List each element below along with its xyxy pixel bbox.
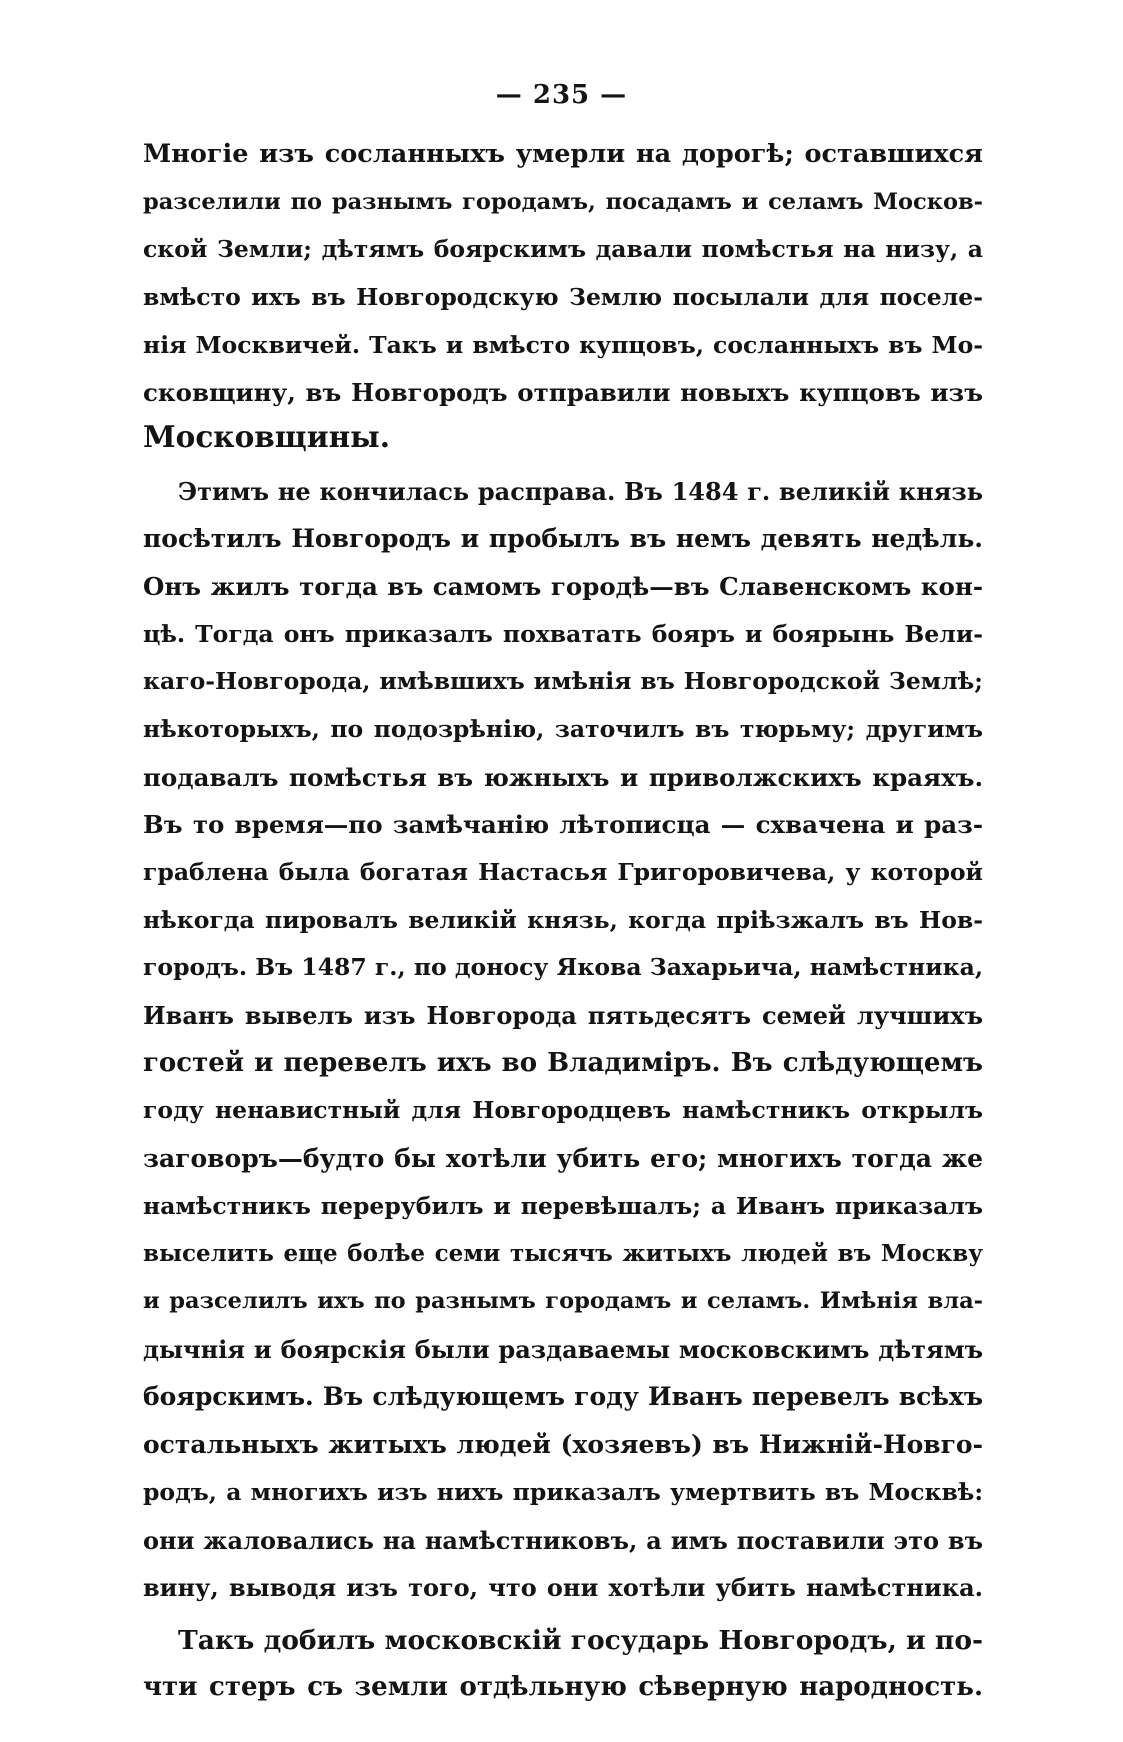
- text-line-3: ской Земли; дѣтямъ боярскимъ давали помѣстья на низу, а: [143, 235, 983, 264]
- text-line-2: разселили по разнымъ городамъ, посадамъ и селамъ Москов-: [143, 188, 983, 215]
- text-line-7: Московщины.: [143, 419, 391, 455]
- text-line-6: сковщину, въ Новгородъ отправили новыхъ купцовъ изъ: [143, 378, 983, 408]
- text-line-11: цѣ. Тогда онъ приказалъ похватать бояръ и боярынь Вели-: [143, 619, 983, 648]
- text-line-30: они жаловались на намѣстниковъ, а имъ поставили это въ: [143, 1525, 983, 1555]
- text-line-1: Многіе изъ сосланныхъ умерли на дорогѣ; оставшихся: [143, 139, 983, 169]
- text-line-15: Въ то время—по замѣчанію лѣтописца — схвачена и раз-: [143, 810, 983, 840]
- text-line-12: каго-Новгорода, имѣвшихъ имѣнія въ Новгородской Землѣ;: [143, 667, 983, 696]
- text-line-23: намѣстникъ перерубилъ и перевѣшалъ; а Иванъ приказалъ: [143, 1191, 983, 1220]
- text-line-4: вмѣсто ихъ въ Новгородскую Землю посылали для поселе-: [143, 283, 983, 312]
- text-line-26: дычнія и боярскія были раздаваемы московскимъ дѣтямъ: [143, 1334, 983, 1364]
- text-line-19: Иванъ вывелъ изъ Новгорода пятьдесятъ семей лучшихъ: [143, 1001, 983, 1031]
- text-line-33: чти стеръ съ земли отдѣльную сѣверную народность.: [143, 1672, 983, 1703]
- text-line-13: нѣкоторыхъ, по подозрѣнію, заточилъ въ тюрьму; другимъ: [143, 714, 983, 743]
- page-number: — 235 —: [495, 80, 628, 110]
- text-line-22: заговоръ—будто бы хотѣли убить его; многихъ тогда же: [143, 1144, 983, 1174]
- text-line-16: граблена была богатая Настасья Григоровичева, у которой: [143, 858, 983, 887]
- text-line-24: выселить еще болѣе семи тысячъ житыхъ людей въ Москву: [143, 1240, 983, 1268]
- text-line-25: и разселилъ ихъ по разнымъ городамъ и селамъ. Имѣнія вла-: [143, 1288, 983, 1315]
- text-line-9: посѣтилъ Новгородъ и пробылъ въ немъ девять недѣль.: [143, 524, 983, 554]
- text-line-21: году ненавистный для Новгородцевъ намѣстникъ открылъ: [143, 1096, 983, 1125]
- text-line-14: подавалъ помѣстья въ южныхъ и приволжскихъ краяхъ.: [143, 762, 983, 792]
- text-line-31: вину, выводя изъ того, что они хотѣли убить намѣстника.: [143, 1573, 983, 1603]
- text-line-32: Такъ добилъ московскій государь Новгородъ, и по-: [178, 1624, 983, 1656]
- text-line-10: Онъ жилъ тогда въ самомъ городѣ—въ Славенскомъ кон-: [143, 571, 983, 601]
- text-line-8: Этимъ не кончилась расправа. Въ 1484 г. великій князь: [178, 476, 983, 506]
- text-line-17: нѣкогда пировалъ великій князь, когда пріѣзжалъ въ Нов-: [143, 905, 983, 934]
- text-line-28: остальныхъ житыхъ людей (хозяевъ) въ Нижній-Новго-: [143, 1430, 983, 1460]
- text-line-18: городъ. Въ 1487 г., по доносу Якова Захарьича, намѣстника,: [143, 953, 983, 982]
- text-line-20: гостей и перевелъ ихъ во Владиміръ. Въ слѣдующемъ: [143, 1047, 983, 1078]
- text-line-27: боярскимъ. Въ слѣдующемъ году Иванъ перевелъ всѣхъ: [143, 1382, 983, 1412]
- text-line-29: родъ, а многихъ изъ нихъ приказалъ умертвить въ Москвѣ:: [143, 1477, 983, 1506]
- text-line-5: нія Москвичей. Такъ и вмѣсто купцовъ, сосланныхъ въ Мо-: [143, 330, 983, 359]
